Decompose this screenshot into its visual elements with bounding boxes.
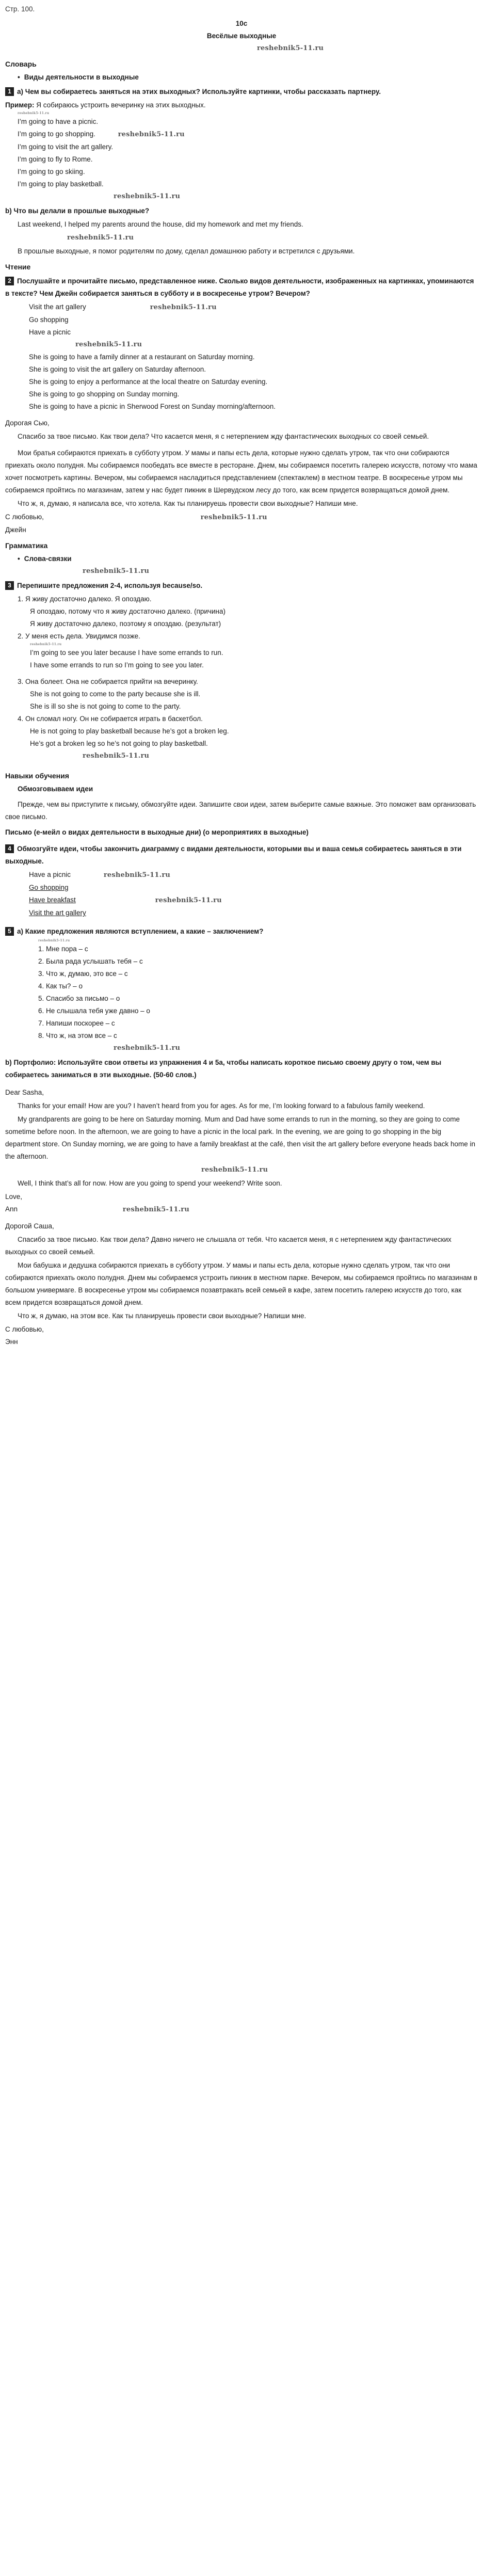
- ex3-body: [5, 593, 478, 750]
- ex5-task-b: b) Портфолио: Используйте свои ответы из упражнения 4 и 5а, чтобы написать короткое письмо своему другу о том, чем вы собираетесь заниматься в эти выходные. (50-60 слов.): [5, 1059, 442, 1079]
- answer-line: Go shopping: [29, 884, 69, 891]
- watermark: reshebnik5-11.ru: [114, 193, 181, 200]
- answer-line: Go shopping: [29, 316, 69, 324]
- letter-paragraph: Мои братья собираются приехать в субботу утром. У мамы и папы есть дела, которые нужно сделать утром, так что они собираются приехать около полудня. Мы собираемся пообедать все вместе в ресторане. Днем, мы собираемся посетить галерею искусств, потому что мама хочет посмотреть картины. Вечером, мы собираемся насладиться представлением (спектаклем) в местном театре. В воскресенье утром мы собираемся пройтись по магазинам, затем у нас будет пикник в Шервудском лесу до того, как всем придется возвращаться домой днем.: [5, 449, 477, 494]
- sentence: I’m going to see you later because I have some errands to run.: [30, 649, 223, 657]
- answer-line: I’m going to go shopping. reshebnik5-11.ru: [18, 130, 185, 138]
- sentence: Я живу достаточно далеко, поэтому я опоздаю. (результат): [30, 620, 221, 628]
- ex1-b-english: Last weekend, I helped my parents around the house, did my homework and met my friends.: [18, 220, 303, 228]
- answer-line: She is going to enjoy a performance at the local theatre on Saturday evening.: [29, 378, 268, 386]
- answer-line: I’m going to fly to Rome.: [18, 155, 93, 163]
- ex1-example: Пример: Я собираюсь устроить вечеринку на этих выходных.: [5, 101, 206, 109]
- watermark: reshebnik5-11.ru: [114, 1044, 181, 1052]
- ex1-b-russian: В прошлые выходные, я помог родителям по дому, сделал домашнюю работу и встретился с друзьями.: [18, 247, 355, 255]
- list-item: 8. Что ж, на этом все – с: [38, 1032, 117, 1039]
- list-item: 6. Не слышала тебя уже давно – о: [38, 1007, 150, 1015]
- answer-line: Visit the art gallery: [29, 909, 86, 917]
- email-paragraph: Thanks for your email! How are you? I haven’t heard from you for ages. As for me, I’m looking forward to a fabulous family weekend.: [18, 1102, 425, 1110]
- skills-subheading: Обмозговываем идеи: [18, 785, 93, 793]
- letter-close: С любовью, reshebnik5-11.ru: [5, 513, 267, 521]
- answer-line: Have breakfast reshebnik5-11.ru: [29, 896, 222, 904]
- ex2-number: 2: [5, 277, 14, 285]
- answer-line: Visit the art gallery reshebnik5-11.ru: [29, 303, 217, 311]
- email-paragraph: Well, I think that’s all for now. How are you going to spend your weekend? Write soon.: [18, 1179, 282, 1187]
- ex4-answers: [5, 869, 478, 919]
- vocab-heading: Словарь: [5, 60, 37, 68]
- watermark: reshebnik5-11.ru: [83, 567, 150, 575]
- watermark-small: reshebnik5-11.ru: [38, 939, 70, 942]
- sentence: I have some errands to run so I’m going to see you later.: [30, 661, 204, 669]
- letter-signature: Джейн: [5, 526, 26, 534]
- sentence: She is not going to come to the party because she is ill.: [30, 690, 201, 698]
- sentence: Я опоздаю, потому что я живу достаточно далеко. (причина): [30, 607, 226, 615]
- letter-paragraph: Что ж, я, думаю, я написала все, что хотела. Как ты планируешь провести свои выходные? Напиши мне.: [18, 500, 358, 507]
- list-item: 4. Как ты? – о: [38, 982, 83, 990]
- email-ru-signature: Энн: [5, 1338, 18, 1346]
- letter-greeting: Дорогая Сью,: [5, 419, 50, 427]
- watermark: reshebnik5-11.ru: [83, 752, 150, 760]
- ex2-task: 2 Послушайте и прочитайте письмо, представленное ниже. Сколько видов деятельности, изображенных на картинках, упоминаются в тексте? Чем Джейн собирается заняться в субботу и в воскресенье утром? Вечером?: [5, 277, 474, 297]
- watermark-small: reshebnik5-11.ru: [18, 111, 50, 115]
- answer-line: Have a picnic reshebnik5-11.ru: [29, 871, 171, 879]
- sentence: He is not going to play basketball because he’s got a broken leg.: [30, 727, 229, 735]
- answer-line: I’m going to play basketball.: [18, 180, 104, 188]
- sentence: He’s got a broken leg so he’s not going to play basketball.: [30, 740, 208, 747]
- writing-heading: Письмо (е-мейл о видах деятельности в выходные дни) (о мероприятиях в выходные): [5, 828, 309, 836]
- watermark: reshebnik5-11.ru: [75, 341, 142, 348]
- ex1-task-a: 1 a) Чем вы собираетесь заняться на этих выходных? Используйте картинки, чтобы рассказать партнеру.: [5, 86, 478, 98]
- list-item: 5. Спасибо за письмо – о: [38, 995, 120, 1002]
- ex3-number: 3: [5, 581, 14, 590]
- sentence: 4. Он сломал ногу. Он не собирается играть в баскетбол.: [18, 715, 203, 723]
- email-ru-paragraph: Что ж, я думаю, на этом все. Как ты планируешь провести свои выходные? Напиши мне.: [18, 1312, 307, 1320]
- sentence: 2. У меня есть дела. Увидимся позже.: [18, 632, 140, 640]
- email-greeting: Dear Sasha,: [5, 1089, 44, 1096]
- sentence: 3. Она болеет. Она не собирается прийти на вечеринку.: [18, 678, 198, 685]
- email-paragraph: My grandparents are going to be here on Saturday morning. Mum and Dad have some errands to run in the morning, so they are going to come sometime before noon. In the afternoon, we are going to have a picnic in the local park. In the evening, we are going to go shopping in the big department store. On Sunday morning, we are going to have a family breakfast at the café, then visit the art gallery before everyone heads back home in the afternoon.: [5, 1115, 476, 1160]
- letter-paragraph: Спасибо за твое письмо. Как твои дела? Что касается меня, я с нетерпением жду фантастических выходных со своей семьей.: [18, 433, 429, 440]
- reading-heading: Чтение: [5, 263, 31, 271]
- email-ru-greeting: Дорогой Саша,: [5, 1222, 54, 1230]
- answer-line: Have a picnic: [29, 328, 71, 336]
- sentence: 1. Я живу достаточно далеко. Я опоздаю.: [18, 595, 152, 603]
- answer-line: I’m going to have a picnic.: [18, 118, 99, 125]
- ex1-task-b: b) Что вы делали в прошлые выходные?: [5, 207, 150, 215]
- answer-line: She is going to go shopping on Sunday morning.: [29, 390, 180, 398]
- email-signature: Ann reshebnik5-11.ru: [5, 1205, 190, 1213]
- email-ru-paragraph: Спасибо за твое письмо. Как твои дела? Давно ничего не слышала от тебя. Что касается меня, я с нетерпением жду фантастических выходных со своей семьей.: [5, 1236, 452, 1256]
- answer-line: I’m going to visit the art gallery.: [18, 143, 114, 151]
- skills-heading: Навыки обучения: [5, 772, 69, 780]
- list-item: 7. Напиши поскорее – с: [38, 1019, 115, 1027]
- grammar-heading: Грамматика: [5, 541, 48, 550]
- page-number: Стр. 100.: [5, 5, 35, 13]
- ex5-task-a: 5 a) Какие предложения являются вступлением, а какие – заключением?: [5, 925, 478, 938]
- ex5-items: [5, 939, 478, 1042]
- list-item: 1. Мне пора – с: [38, 945, 88, 953]
- ex1-answers: [5, 116, 478, 190]
- sentence: She is ill so she is not going to come to the party.: [30, 702, 181, 710]
- vocab-bullet: • Виды деятельности в выходные: [5, 71, 478, 84]
- unit-number: 10c: [235, 20, 248, 27]
- answer-line: She is going to visit the art gallery on Saturday afternoon.: [29, 365, 206, 373]
- list-item: 3. Что ж, думаю, это все – с: [38, 970, 128, 978]
- watermark: reshebnik5-11.ru: [67, 234, 134, 242]
- answer-line: She is going to have a family dinner at a restaurant on Saturday morning.: [29, 353, 255, 361]
- list-item: 2. Была рада услышать тебя – с: [38, 957, 143, 965]
- ex3-task: 3 Перепишите предложения 2-4, используя because/so.: [5, 580, 478, 592]
- email-close: Love,: [5, 1193, 23, 1201]
- skills-text: Прежде, чем вы приступите к письму, обмозгуйте идеи. Запишите свои идеи, затем выберите самые важные. Это поможет вам организовать свое письмо.: [5, 801, 476, 821]
- answer-line: I’m going to go skiing.: [18, 168, 85, 175]
- ex2-answers: [5, 301, 478, 413]
- ex5-number: 5: [5, 927, 14, 936]
- answer-line: She is going to have a picnic in Sherwood Forest on Sunday morning/afternoon.: [29, 403, 276, 410]
- grammar-bullet: • Слова-связки: [5, 553, 478, 565]
- ex1-number: 1: [5, 87, 14, 96]
- ex4-task: 4 Обмозгуйте идеи, чтобы закончить диаграмму с видами деятельности, которыми вы и ваша семья собираетесь заняться в эти выходные.: [5, 845, 462, 865]
- unit-title: Весёлые выходные: [206, 32, 277, 40]
- ex4-number: 4: [5, 844, 14, 853]
- email-ru-close: С любовью,: [5, 1325, 44, 1333]
- email-ru-paragraph: Мои бабушка и дедушка собираются приехать в субботу утром. У мамы и папы есть дела, которые нужно сделать утром, так что они собираются приехать около полудня. Днем мы собираемся устроить пикник в местном парке. Вечером, мы собираемся пройтись по магазинам в большом универмаге. В воскресенье утром мы собираемся позавтракать всей семьей в кафе, затем посетить галерею искусств до того, как всем придется возвращаться домой днем.: [5, 1261, 478, 1306]
- watermark-small: reshebnik5-11.ru: [30, 643, 62, 646]
- watermark: reshebnik5-11.ru: [257, 44, 324, 52]
- watermark: reshebnik5-11.ru: [201, 1166, 268, 1174]
